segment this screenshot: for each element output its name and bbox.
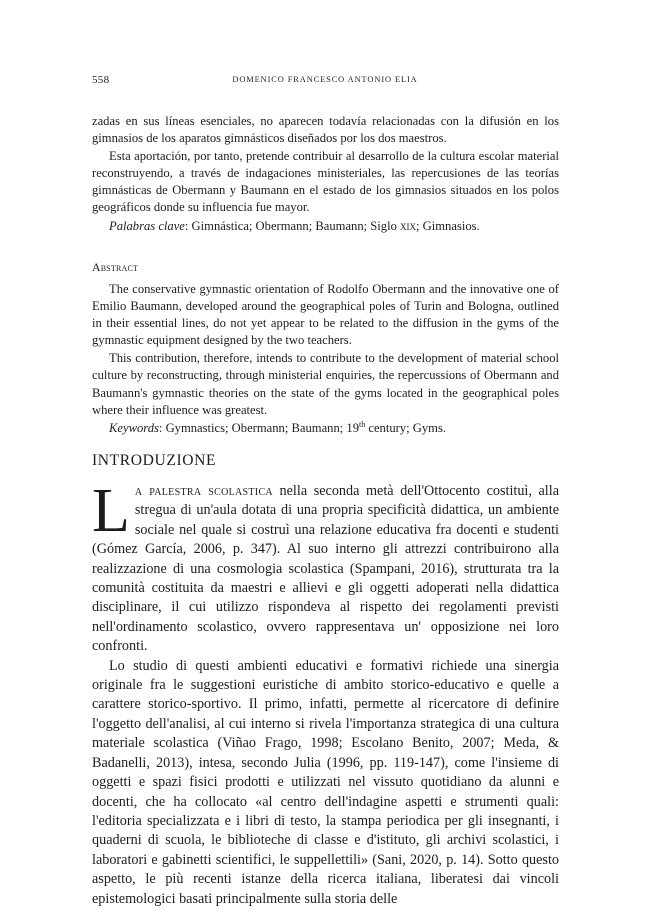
lead-in-smallcaps: a palestra scolastica — [134, 483, 273, 499]
resumen-keywords-century: xix — [400, 218, 417, 233]
resumen-keywords — [92, 218, 559, 235]
abstract-paragraph-2: This contribution, therefore, intends to contribute to the development of material school culture by reconstructing, through ministerial enquiries, the repercussions of Obermann and Baumann's gymnastic theories on the state of the gyms located in the geographical poles where their influence was greatest. — [92, 351, 559, 417]
resumen-section — [92, 113, 559, 235]
drop-cap: L — [92, 477, 130, 545]
page-number: 558 — [92, 74, 110, 86]
abstract-paragraph-1: The conservative gymnastic orientation of Rodolfo Obermann and the innovative one of Emilio Baumann, developed around the geographical poles of Turin and Bologna, outlined in their essential lines, do not yet appear to be related to the diffusion in the gyms of the gymnastic equipment designed by the two teachers. — [92, 282, 559, 348]
section-title-introduzione: INTRODUZIONE — [92, 452, 217, 469]
resumen-paragraph-1: zadas en sus líneas esenciales, no aparecen todavía relacionadas con la difusión en los gimnasios de los aparatos gimnásticos diseñados por los dos maestros. — [92, 114, 559, 146]
abstract-keywords-label: Keywords — [109, 420, 159, 435]
abstract-keywords — [92, 420, 559, 437]
introduzione-paragraph-1 — [92, 477, 559, 657]
resumen-keywords-end: ; Gimnasios. — [416, 218, 480, 233]
resumen-paragraph-2: Esta aportación, por tanto, pretende contribuir al desarrollo de la cultura escolar material reconstruyendo, a través de indagaciones ministeriales, las repercusiones de las teorías gimnásticas de Obermann y Baumann en el estado de los gimnasios situados en los polos geográficos donde su influencia fue mayor. — [92, 149, 559, 215]
resumen-keywords-label: Palabras clave — [109, 218, 185, 233]
resumen-keywords-text: : Gimnástica; Obermann; Baumann; Siglo — [184, 218, 401, 233]
introduzione-body — [92, 477, 559, 909]
abstract-keywords-text: : Gymnastics; Obermann; Baumann; 19 — [158, 420, 359, 435]
running-head-author: DOMENICO FRANCESCO ANTONIO ELIA — [232, 75, 418, 84]
abstract-keywords-superscript: th — [359, 419, 366, 429]
introduzione-paragraph-1-text: nella seconda metà dell'Ottocento costituì, alla stregua di un'aula dotata di una propria specificità didattica, un ambiente sociale nel quale si costruì una relazione educativa fra docenti e studenti (Gómez García, 2006, p. 347). Al suo interno gli attrezzi contribuirono alla realizzazione di una cosmologia scolastica (Spampani, 2016), strutturata tra la comunità costituita da maestri e allievi e gli oggetti adoperati nella didattica disciplinare, il cui utilizzo rispondeva al rispetto dei regolamenti previsti nell'ordinamento scolastico, ovvero rappresentava un' opposizione nei loro confronti. — [92, 483, 559, 655]
abstract-keywords-end: century; Gyms. — [365, 420, 447, 435]
abstract-section — [92, 281, 559, 437]
introduzione-paragraph-2: Lo studio di questi ambienti educativi e formativi richiede una sinergia originale fra le suggestioni euristiche di ambito storico-educativo e quelle a carattere storico-sportivo. Il primo, infatti, permette al ricercatore di definire l'oggetto dell'analisi, al cui interno si rivela l'importanza strategica di una cultura materiale scolastica (Viñao Frago, 1998; Escolano Benito, 2007; Meda, & Badanelli, 2013), intesa, secondo Julia (1996, pp. 119-147), come l'insieme di oggetti e spazi fisici prodotti e utilizzati nel vissuto quotidiano da alunni e docenti, che ha collocato «al centro dell'indagine aspetti e strumenti quali: l'editoria specializzata e i libri di testo, la stampa periodica per gli insegnanti, i quaderni di scuola, le biblioteche di classe e d'istituto, gli archivi scolastici, i laboratori e gabinetti scientifici, le suppellettili» (Sani, 2020, p. 14). Sotto questo aspetto, le più recenti istanze della ricerca italiana, liberatesi dai vincoli epistemologici basati principalmente sulla storia delle — [92, 657, 559, 907]
page-header — [92, 74, 558, 88]
abstract-heading: Abstract — [92, 260, 139, 274]
